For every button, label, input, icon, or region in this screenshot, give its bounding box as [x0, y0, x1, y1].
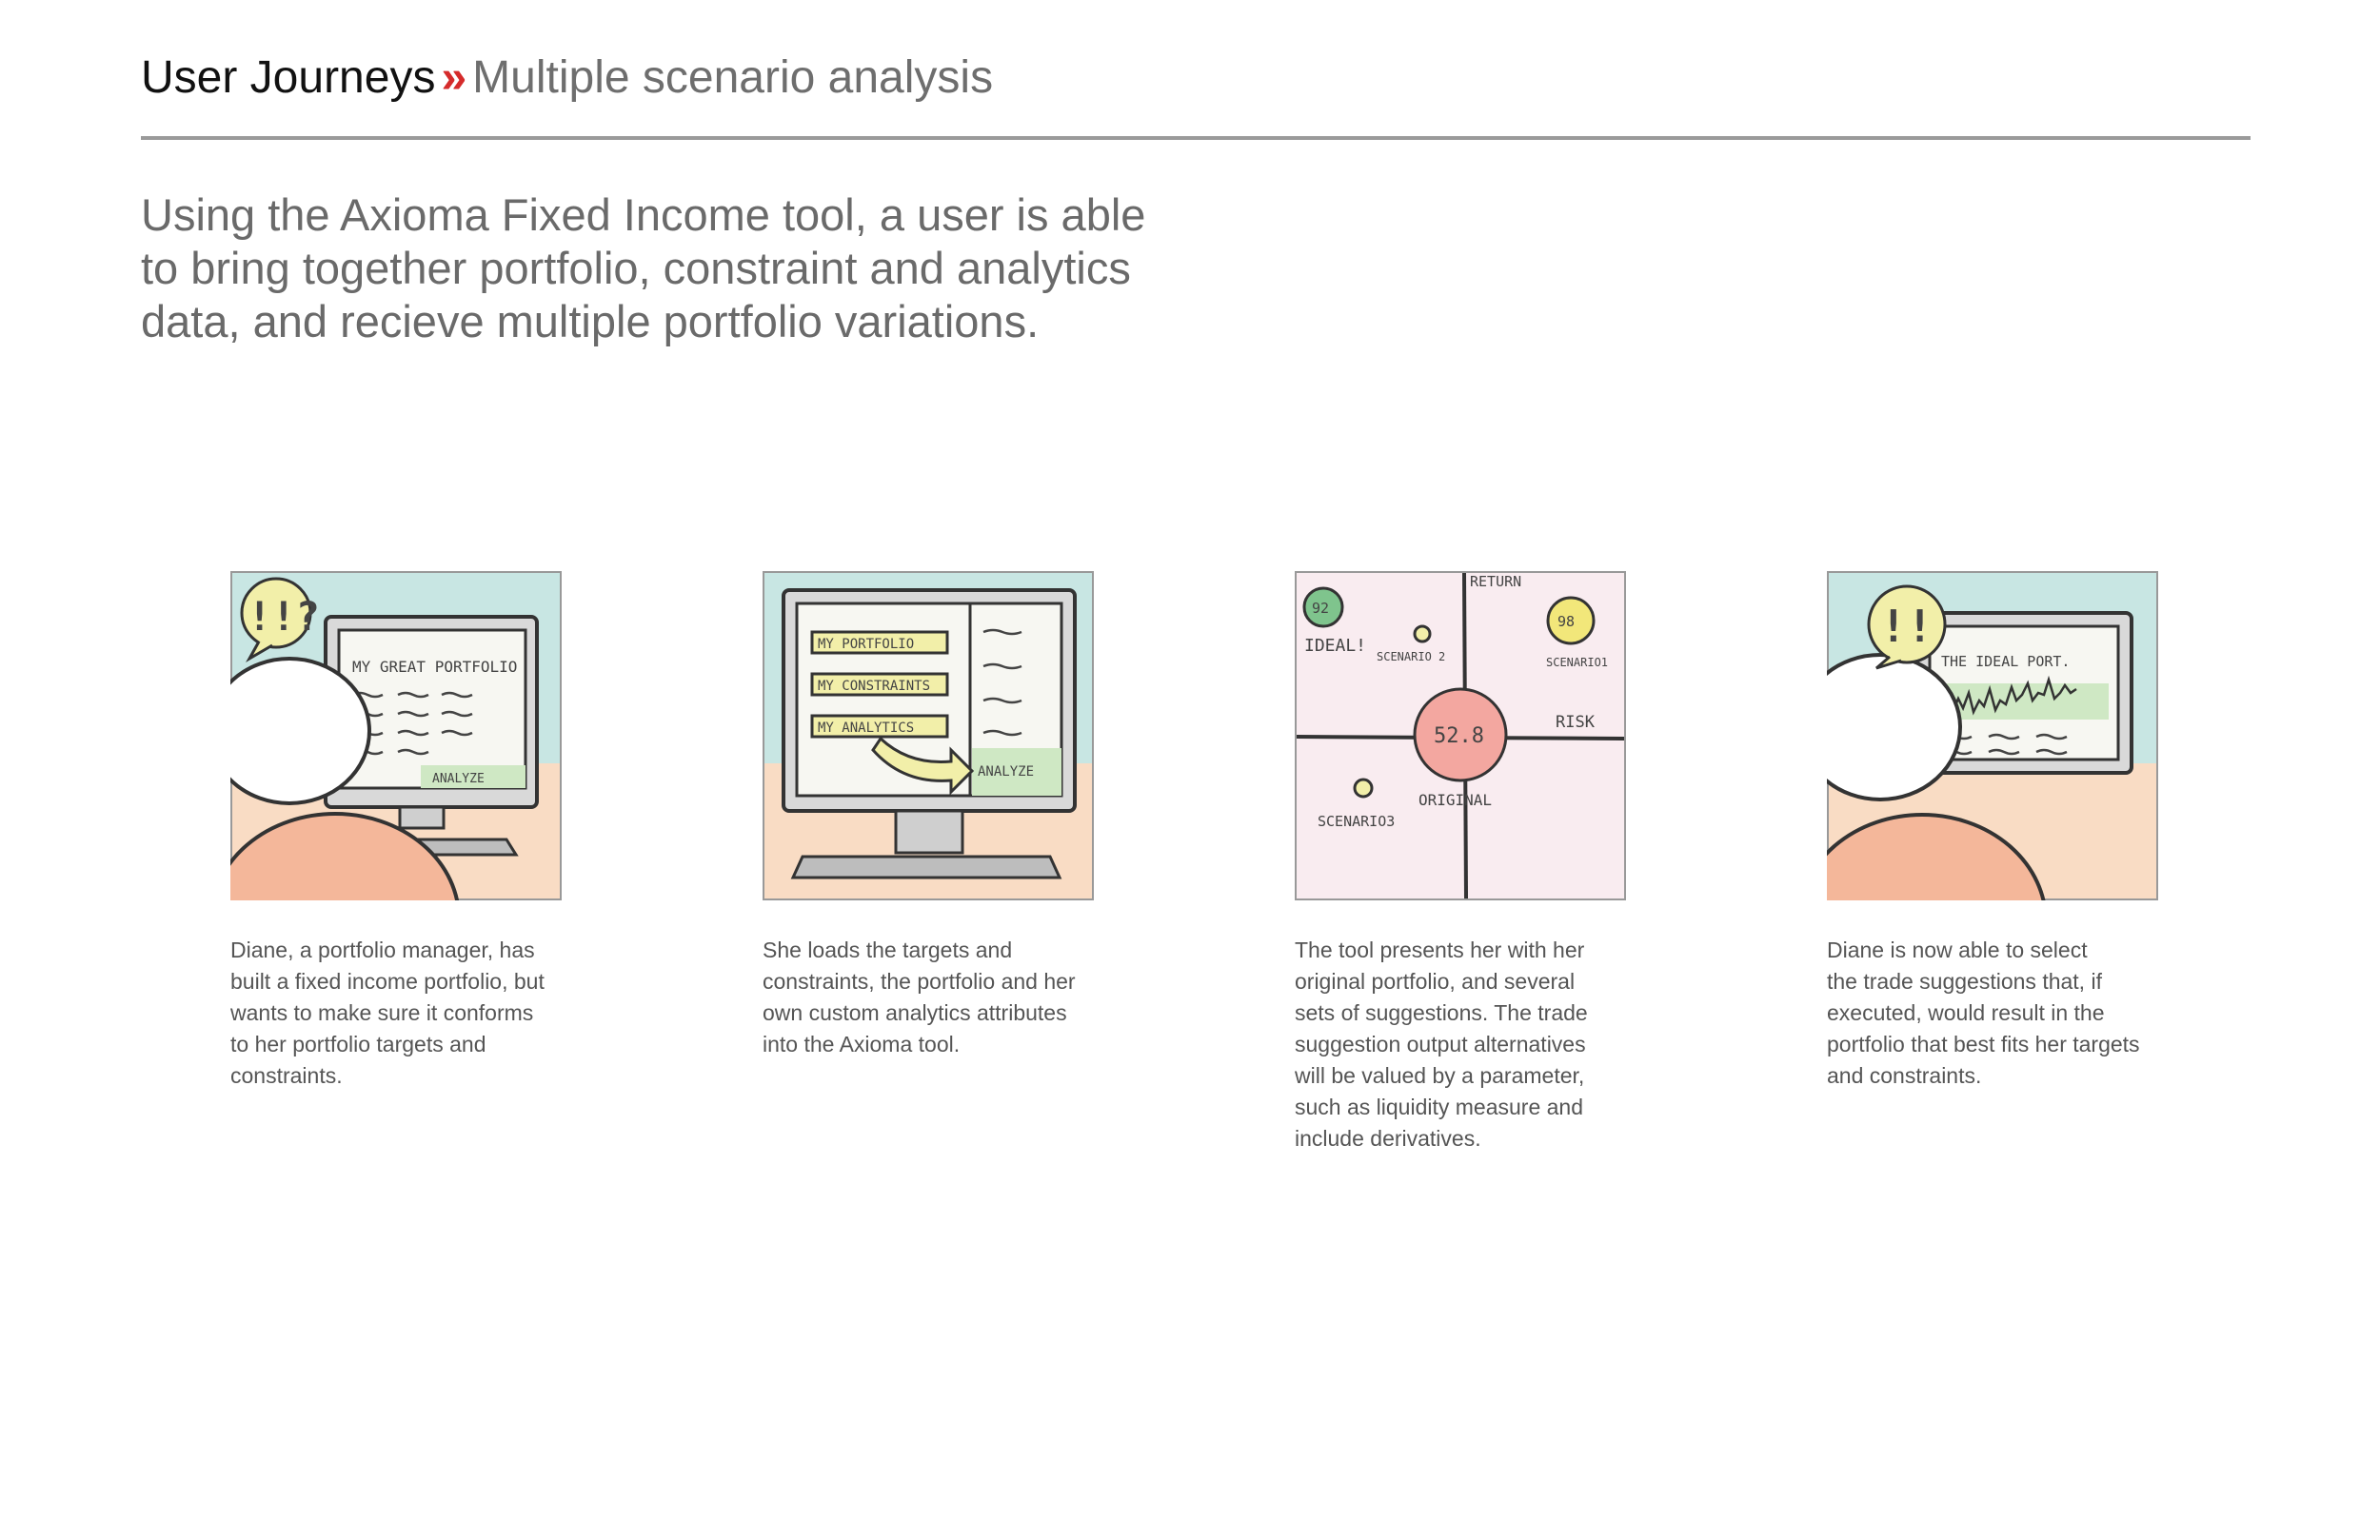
- caption-line: constraints.: [230, 1063, 343, 1088]
- caption-line: own custom analytics attributes: [763, 1000, 1067, 1025]
- page-title: User Journeys: [141, 52, 436, 103]
- intro-line: Using the Axioma Fixed Income tool, a user is able: [141, 189, 1146, 240]
- storyboard-panel-1: [230, 571, 562, 900]
- original-score: 52.8: [1434, 724, 1484, 748]
- caption-line: original portfolio, and several: [1295, 969, 1576, 994]
- caption-line: the trade suggestions that, if: [1827, 969, 2102, 994]
- storyboard-panel-4: [1827, 571, 2158, 900]
- original-label: ORIGINAL: [1418, 791, 1493, 809]
- page-header: [141, 48, 993, 109]
- caption-line: portfolio that best fits her targets: [1827, 1032, 2140, 1056]
- intro-line: to bring together portfolio, constraint and analytics: [141, 243, 1131, 293]
- storyboard-panel-3: [1295, 571, 1626, 900]
- breadcrumb-separator: »: [441, 52, 467, 103]
- sketch-diane-portfolio: [230, 571, 562, 900]
- y-axis-label: RETURN: [1470, 573, 1522, 590]
- page-subtitle: Multiple scenario analysis: [472, 52, 994, 103]
- caption-line: built a fixed income portfolio, but: [230, 969, 545, 994]
- caption-line: to her portfolio targets and: [230, 1032, 486, 1056]
- panel-2-caption: [763, 935, 1105, 1060]
- storyboard-panel-2: [763, 571, 1094, 900]
- caption-line: include derivatives.: [1295, 1126, 1481, 1151]
- caption-line: constraints, the portfolio and her: [763, 969, 1076, 994]
- sketch-scenario-plot: [1295, 571, 1626, 900]
- header-divider: [141, 136, 2251, 140]
- panel-4-caption: [1827, 935, 2170, 1092]
- x-axis-label: RISK: [1556, 713, 1595, 732]
- screen-title: THE IDEAL PORT.: [1941, 653, 2071, 670]
- analyze-label: ANALYZE: [432, 772, 485, 786]
- scenario2-label: SCENARIO 2: [1377, 650, 1446, 663]
- analyze-label: ANALYZE: [978, 764, 1035, 780]
- caption-line: will be valued by a parameter,: [1295, 1063, 1585, 1088]
- sketch-loading-data: [763, 571, 1094, 900]
- caption-line: She loads the targets and: [763, 938, 1013, 962]
- field-portfolio: MY PORTFOLIO: [818, 637, 915, 652]
- caption-line: such as liquidity measure and: [1295, 1095, 1583, 1119]
- caption-line: suggestion output alternatives: [1295, 1032, 1586, 1056]
- scenario3-label: SCENARIO3: [1318, 813, 1396, 830]
- intro-line: data, and recieve multiple portfolio variations.: [141, 296, 1040, 346]
- bubble-text: !!: [1880, 601, 1934, 652]
- sketch-ideal-portfolio: [1827, 571, 2158, 900]
- scenario1-label: SCENARIO1: [1546, 656, 1609, 669]
- caption-line: The tool presents her with her: [1295, 938, 1585, 962]
- caption-line: executed, would result in the: [1827, 1000, 2105, 1025]
- caption-line: sets of suggestions. The trade: [1295, 1000, 1588, 1025]
- bubble-text: !!?: [248, 593, 320, 640]
- panel-3-caption: [1295, 935, 1637, 1155]
- panel-1-caption: [230, 935, 573, 1092]
- ideal-label: IDEAL!: [1304, 636, 1367, 656]
- field-constraints: MY CONSTRAINTS: [818, 679, 931, 694]
- caption-line: Diane, a portfolio manager, has: [230, 938, 535, 962]
- caption-line: into the Axioma tool.: [763, 1032, 961, 1056]
- scenario1-score: 98: [1557, 613, 1576, 630]
- caption-line: wants to make sure it conforms: [230, 1000, 534, 1025]
- intro-paragraph: [141, 188, 1169, 348]
- caption-line: and constraints.: [1827, 1063, 1982, 1088]
- screen-title: MY GREAT PORTFOLIO: [352, 658, 518, 676]
- ideal-score: 92: [1312, 600, 1330, 617]
- caption-line: Diane is now able to select: [1827, 938, 2088, 962]
- field-analytics: MY ANALYTICS: [818, 721, 915, 736]
